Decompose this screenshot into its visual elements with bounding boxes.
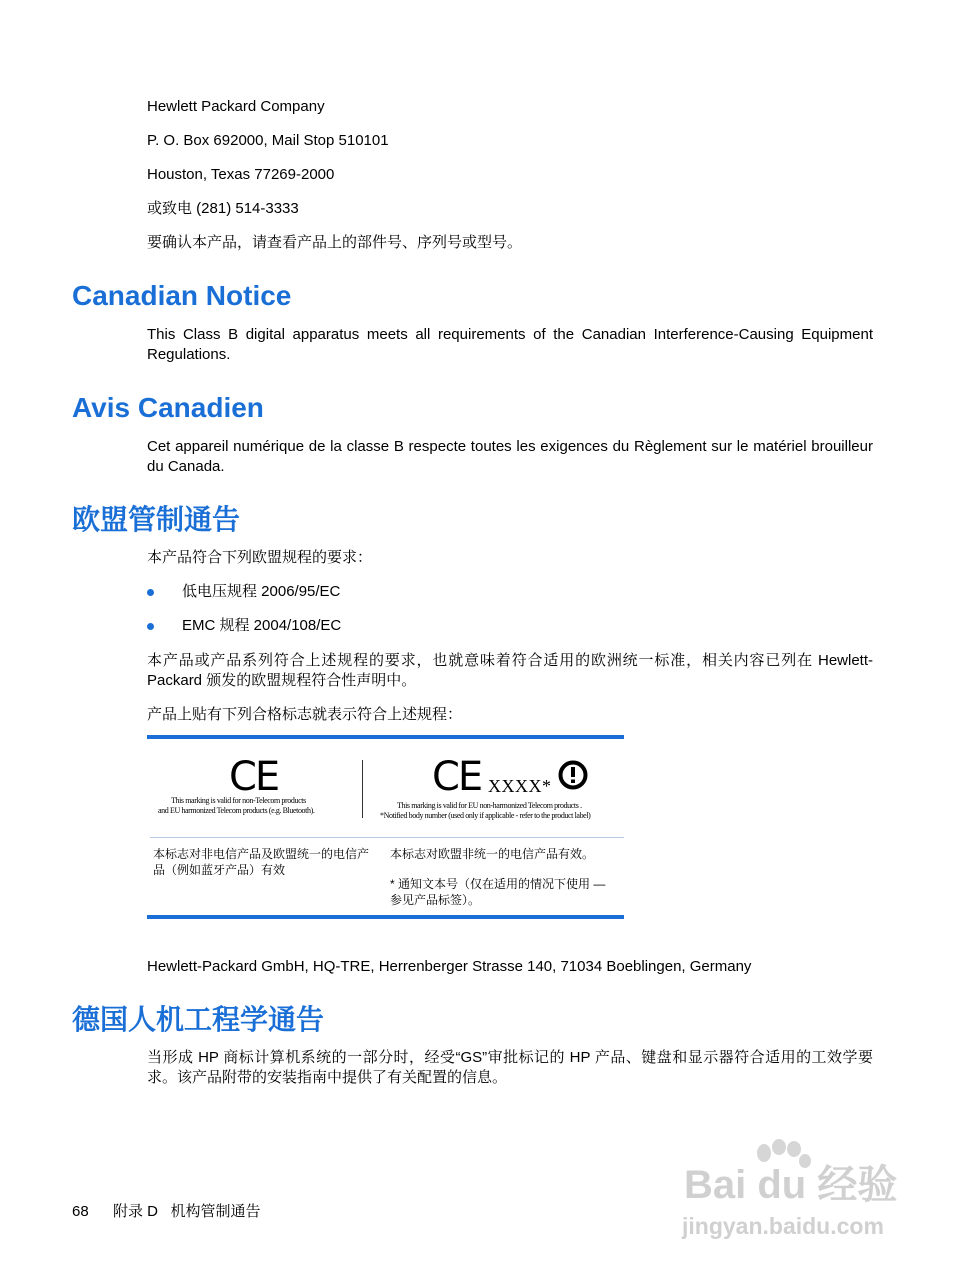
eu-intro: 本产品符合下列欧盟规程的要求： — [147, 549, 373, 566]
address-phone: 或致电 (281) 514-3333 — [147, 200, 299, 217]
bullet-dot — [147, 589, 154, 596]
left-fine-print-2: and EU harmonized Telecom products (e.g. Bluetooth). — [158, 806, 315, 815]
right-fine-print-2: *Notified body number (used only if applicable - refer to the product label) — [380, 811, 591, 820]
left-fine-print-1: This marking is valid for non-Telecom products — [171, 796, 306, 805]
alert-circle-icon — [558, 760, 588, 790]
heading-german-ergonomics: 德国人机工程学通告 — [72, 1004, 325, 1035]
bullet-item-lvd: 低电压规程 2006/95/EC — [182, 583, 341, 600]
heading-avis-canadien: Avis Canadien — [72, 392, 264, 423]
watermark-brand: Bai du 经验 — [684, 1163, 898, 1207]
right-fine-print-1: This marking is valid for EU non-harmonized Telecom products . — [397, 801, 582, 810]
ce-mark-right: CE — [432, 754, 482, 800]
page-number: 68 — [72, 1203, 89, 1220]
bullet-dot — [147, 623, 154, 630]
table-bottom-rule — [147, 915, 624, 919]
address-product-id-note: 要确认本产品，请查看产品上的部件号、序列号或型号。 — [147, 234, 523, 251]
ce-mark-left: CE — [229, 754, 279, 800]
table-inner-rule — [150, 837, 624, 838]
right-mark-footnote: * 通知文本号（仅在适用的情况下使用 — 参见产品标签）。 — [390, 877, 606, 907]
avis-canadien-body: Cet appareil numérique de la classe B respecte toutes les exigences du Règlement sur le matériel brouilleur du Canada. — [147, 438, 873, 475]
eu-marking-intro: 产品上贴有下列合格标志就表示符合上述规程： — [147, 706, 463, 723]
footer-section-title: 附录 D 机构管制通告 — [113, 1203, 261, 1220]
left-mark-description: 本标志对非电信产品及欧盟统一的电信产品（例如蓝牙产品）有效 — [153, 847, 370, 877]
right-mark-description: 本标志对欧盟非统一的电信产品有效。 — [390, 847, 595, 861]
eu-conformity-text: 本产品或产品系列符合上述规程的要求，也就意味着符合适用的欧洲统一标准，相关内容已列在 Hewlett-Packard 颁发的欧盟规程符合性声明中。 — [147, 652, 873, 689]
heading-eu-notice: 欧盟管制通告 — [72, 504, 241, 535]
german-ergonomics-body: 当形成 HP 商标计算机系统的一部分时，经受“GS”审批标记的 HP 产品、键盘和显示器符合适用的工效学要求。该产品附带的安装指南中提供了有关配置的信息。 — [147, 1049, 873, 1086]
bullet-item-emc: EMC 规程 2004/108/EC — [182, 617, 342, 634]
table-top-rule — [147, 735, 624, 739]
address-city: Houston, Texas 77269-2000 — [147, 166, 335, 183]
address-po-box: P. O. Box 692000, Mail Stop 510101 — [147, 132, 389, 149]
eu-manufacturer-address: Hewlett-Packard GmbH, HQ-TRE, Herrenberger Strasse 140, 71034 Boeblingen, Germany — [147, 958, 752, 975]
watermark-url: jingyan.baidu.com — [682, 1213, 884, 1239]
mark-divider — [362, 760, 363, 818]
address-company: Hewlett Packard Company — [147, 98, 325, 115]
heading-canadian-notice: Canadian Notice — [72, 280, 292, 311]
notified-body-number: XXXX* — [488, 776, 552, 796]
canadian-notice-body: This Class B digital apparatus meets all requirements of the Canadian Interference-Causing Equipment Regulations. — [147, 326, 873, 363]
